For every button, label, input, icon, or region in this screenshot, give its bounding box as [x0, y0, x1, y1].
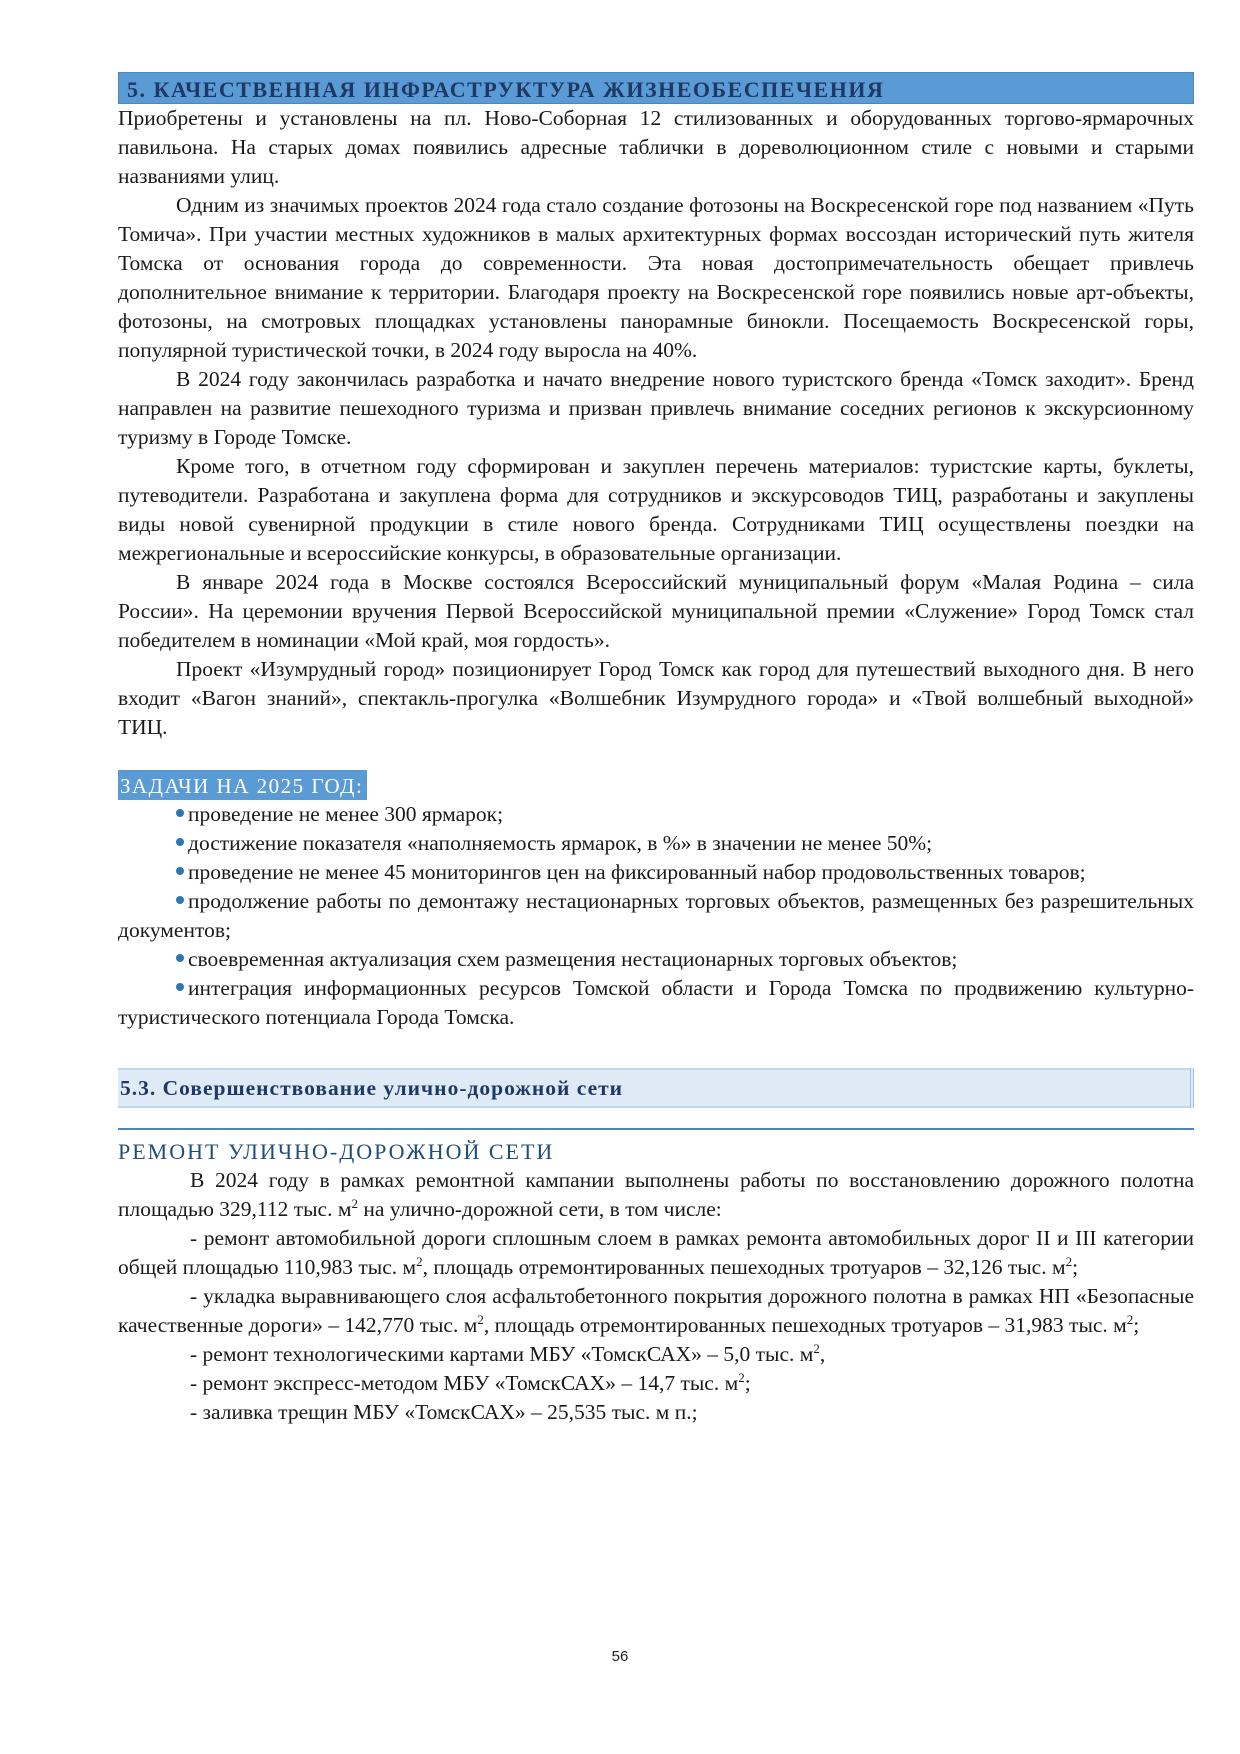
- list-item: - ремонт экспресс-методом МБУ «ТомскСАХ» – 14,7 тыс. $м^2$;: [190, 1370, 751, 1395]
- paragraph: Кроме того, в отчетном году сформирован и закуплен перечень материалов: туристские карты, буклеты, путеводители. Разработана и закуплена форма для сотрудников и экскурсоводов ТИЦ, разработаны и закуплены виды новой сувенирной продукции в стиле нового бренда. Сотрудниками ТИЦ осуществлены поездки на межрегиональные и всероссийские конкурсы, в образовательные организации.: [118, 454, 1194, 565]
- paragraph: В 2024 году в рамках ремонтной кампании выполнены работы по восстановлению дорожного полотна площадью 329,112 тыс. $м^2$ на улично-дорожной сети, в том числе:: [118, 1168, 1194, 1221]
- bullet-icon: [176, 838, 184, 846]
- paragraph: Проект «Изумрудный город» позиционирует Город Томск как город для путешествий выходного дня. В него входит «Вагон знаний», спектакль-прогулка «Волшебник Изумрудного города» и «Твой волшебный выходной» ТИЦ.: [118, 657, 1194, 739]
- list-item: продолжение работы по демонтажу нестационарных торговых объектов, размещенных без разрешительных документов;: [118, 889, 1194, 942]
- list-item: достижение показателя «наполняемость ярмарок, в %» в значении не менее 50%;: [118, 829, 1194, 858]
- list-item: - заливка трещин МБУ «ТомскСАХ» – 25,535 тыс. м п.;: [190, 1400, 698, 1424]
- paragraph: В январе 2024 года в Москве состоялся Всероссийский муниципальный форум «Малая Родина – сила России». На церемонии вручения Первой Всероссийской муниципальной премии «Служение» Город Томск стал победителем в номинации «Мой край, моя гордость».: [118, 570, 1194, 652]
- document-page: [118, 72, 1194, 1427]
- list-item: - ремонт технологическими картами МБУ «ТомскСАХ» – 5,0 тыс. $м^2$,: [190, 1341, 826, 1366]
- bullet-icon: [176, 809, 184, 817]
- paragraph: Одним из значимых проектов 2024 года стало создание фотозоны на Воскресенской горе под названием «Путь Томича». При участии местных художников в малых архитектурных формах воссоздан исторический путь жителя Томска от основания города до современности. Эта новая достопримечательность обещает привлечь дополнительное внимание к территории. Благодаря проекту на Воскресенской горе появились новые арт-объекты, фотозоны, на смотровых площадках установлены панорамные бинокли. Посещаемость Воскресенской горы, популярной туристической точки, в 2024 году выросла на 40%.: [118, 193, 1194, 362]
- tasks-list: [118, 800, 1194, 1032]
- bullet-icon: [176, 954, 184, 962]
- list-item: - ремонт автомобильной дороги сплошным слоем в рамках ремонта автомобильных дорог II и III категории общей площадью 110,983 тыс. $м^2$, площадь отремонтированных пешеходных тротуаров – 32,126 тыс. $м^2$;: [118, 1226, 1194, 1279]
- paragraph: В 2024 году закончилась разработка и начато внедрение нового туристского бренда «Томск заходит». Бренд направлен на развитие пешеходного туризма и призван привлечь внимание соседних регионов к экскурсионному туризму в Городе Томске.: [118, 367, 1194, 449]
- list-item: своевременная актуализация схем размещения нестационарных торговых объектов;: [118, 945, 1194, 974]
- road-repair-heading: РЕМОНТ УЛИЧНО-ДОРОЖНОЙ СЕТИ: [118, 1139, 555, 1164]
- bullet-icon: [176, 896, 184, 904]
- tasks-heading: ЗАДАЧИ НА 2025 ГОД:: [118, 770, 367, 800]
- bullet-icon: [176, 867, 184, 875]
- page-number: 56: [611, 1648, 629, 1665]
- list-item: интеграция информационных ресурсов Томской области и Города Томска по продвижению культурно-туристического потенциала Города Томска.: [118, 976, 1194, 1029]
- list-item: - укладка выравнивающего слоя асфальтобетонного покрытия дорожного полотна в рамках НП «Безопасные качественные дороги» – 142,770 тыс. $м^2$, площадь отремонтированных пешеходных тротуаров – 31,983 тыс. $м^2$;: [118, 1284, 1194, 1337]
- list-item: проведение не менее 45 мониторингов цен на фиксированный набор продовольственных товаров;: [118, 858, 1194, 887]
- paragraph: Приобретены и установлены на пл. Ново-Соборная 12 стилизованных и оборудованных торгово-ярмарочных павильона. На старых домах появились адресные таблички в дореволюционном стиле с новыми и старыми названиями улиц.: [118, 106, 1194, 188]
- list-item: проведение не менее 300 ярмарок;: [118, 800, 1194, 829]
- subsection-title: 5.3. Совершенствование улично-дорожной сети: [118, 1068, 1194, 1108]
- bullet-icon: [176, 983, 184, 991]
- divider: [118, 1128, 1194, 1130]
- section-title: 5. КАЧЕСТВЕННАЯ ИНФРАСТРУКТУРА ЖИЗНЕОБЕСПЕЧЕНИЯ: [118, 72, 1194, 104]
